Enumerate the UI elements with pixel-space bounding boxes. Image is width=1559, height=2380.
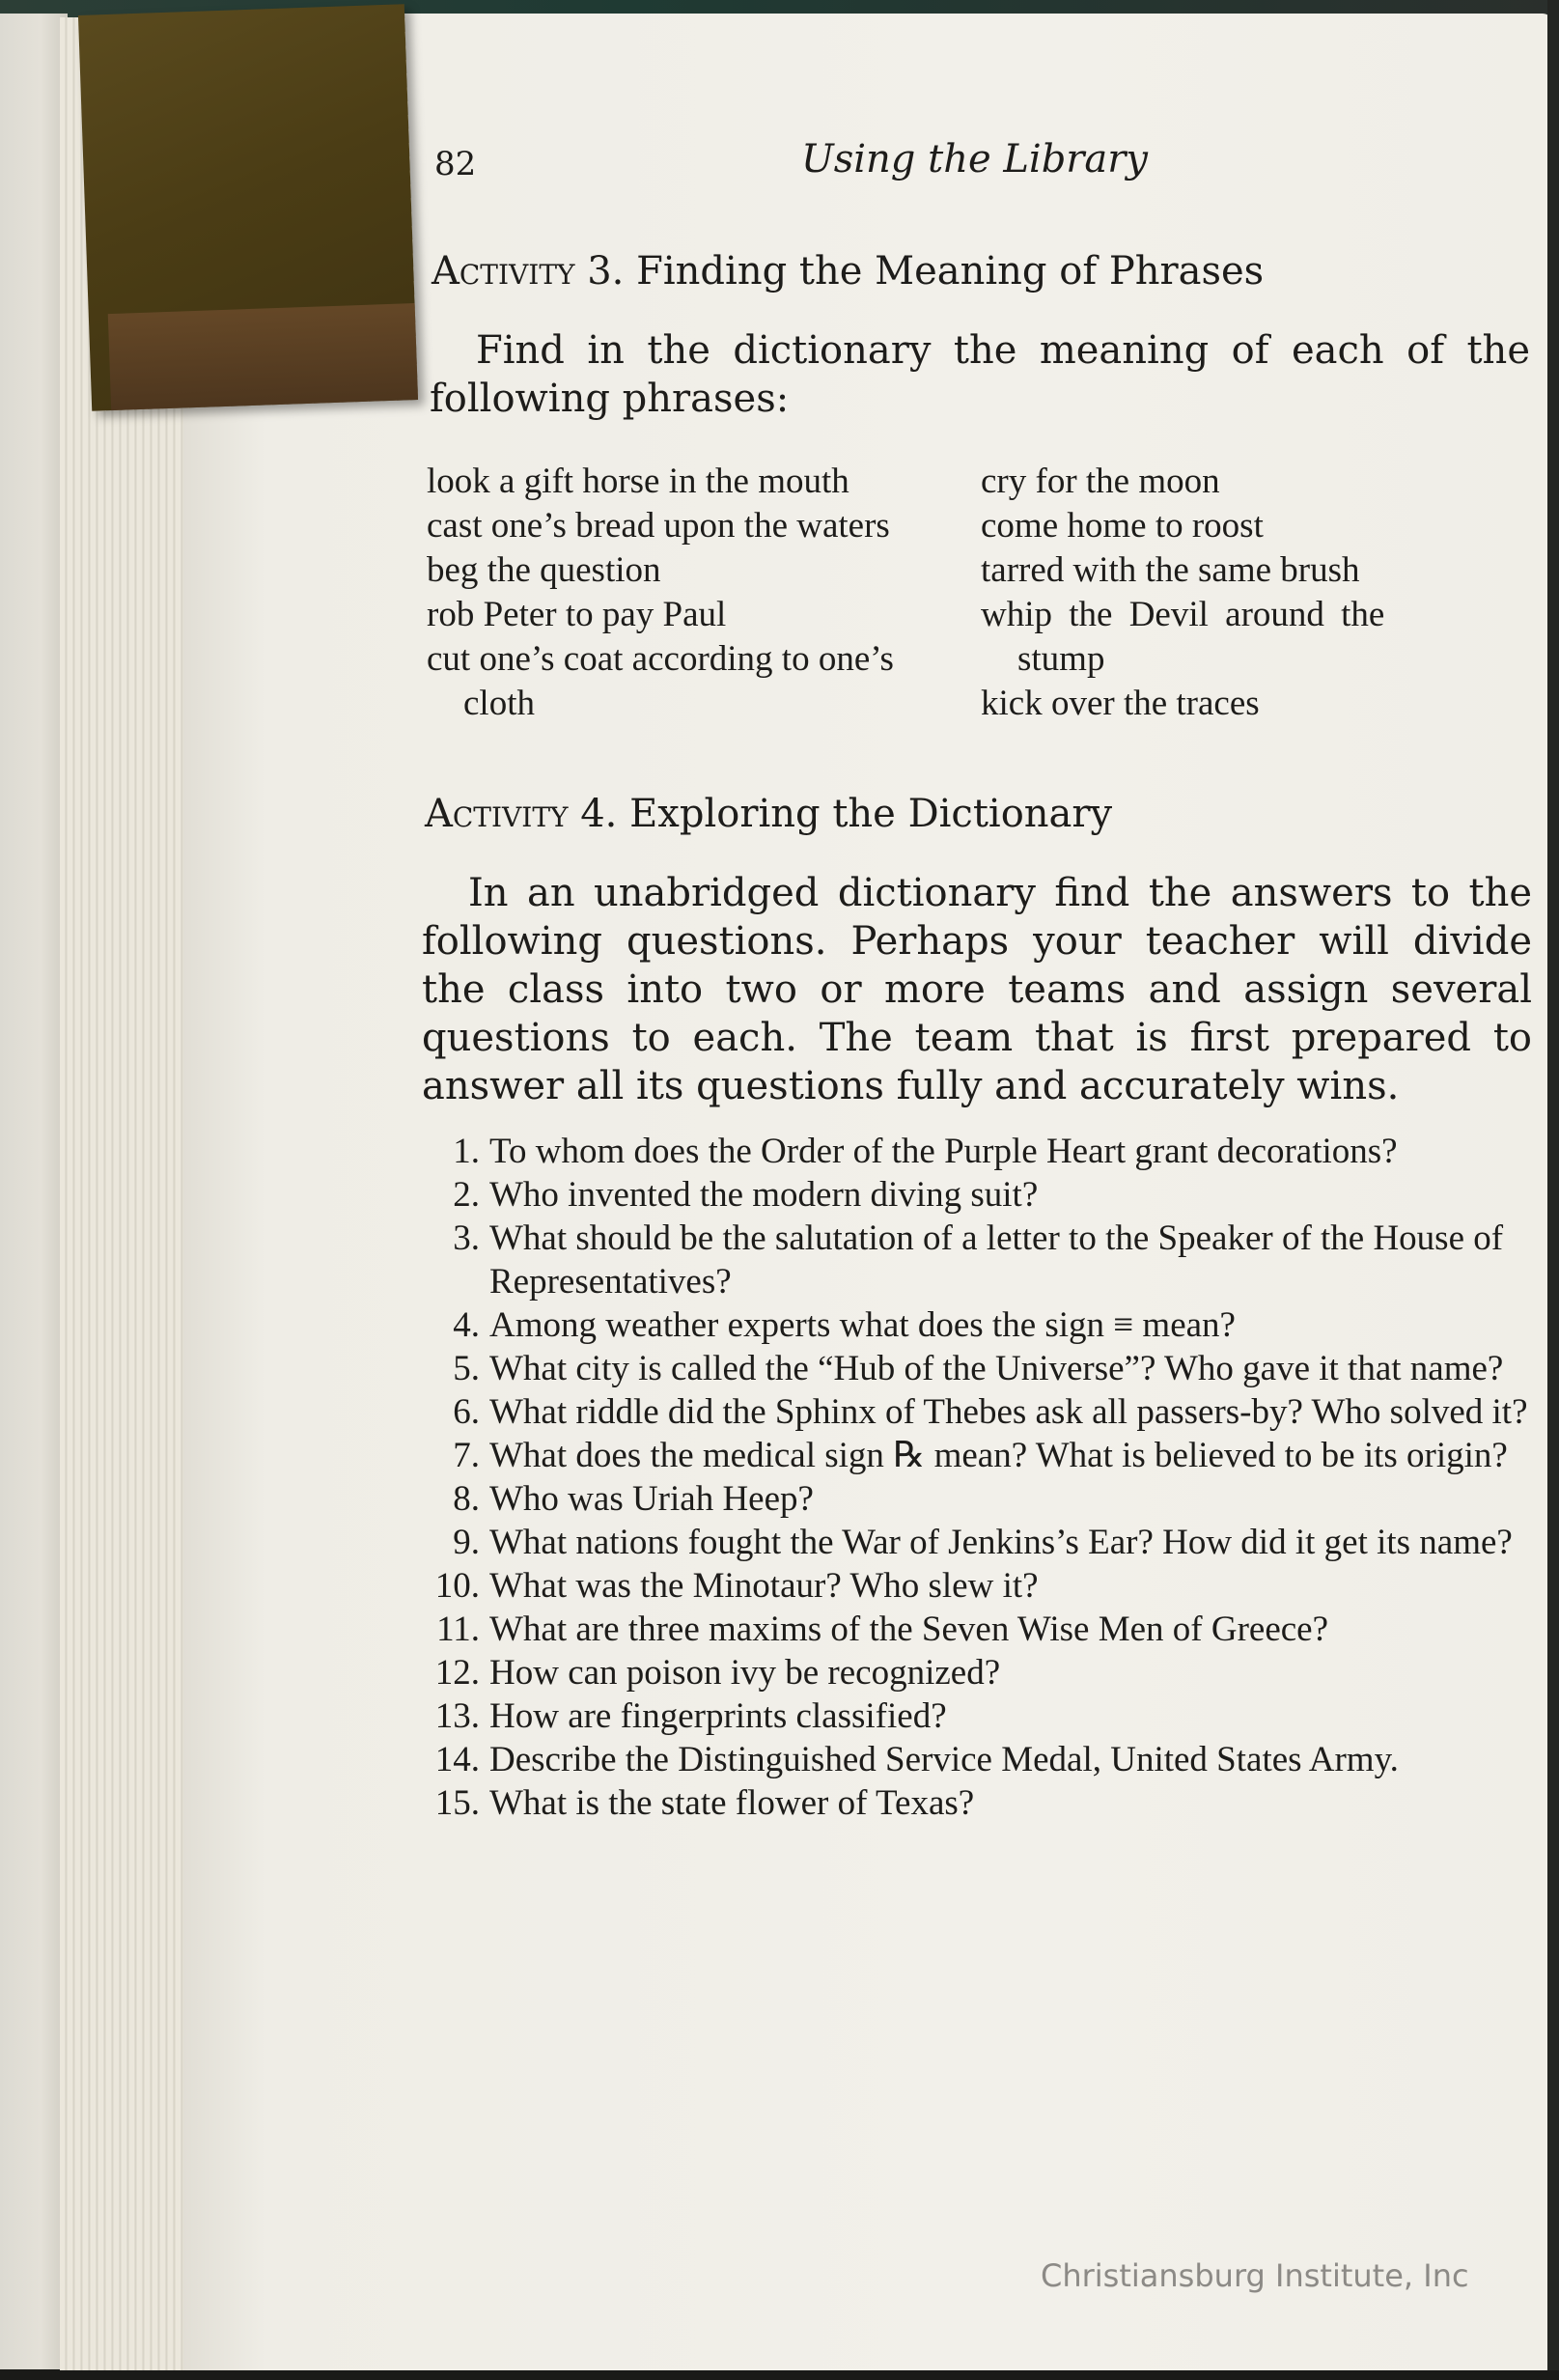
question-item [410, 1521, 1530, 1564]
question-number: 3. [453, 1218, 480, 1258]
question-number: 7. [453, 1436, 480, 1475]
phrase: cast one’s bread upon the waters [427, 506, 890, 546]
question-item [410, 1390, 1530, 1434]
phrase: tarred with the same brush [981, 550, 1360, 590]
question-text: Among weather experts what does the sign ≡ mean? [489, 1305, 1236, 1345]
activity3-label: Activity [432, 249, 575, 294]
phrase: whip the Devil around the [981, 595, 1385, 634]
running-head: Using the Library [801, 137, 1148, 182]
question-text: Describe the Distinguished Service Medal, United States Army. [489, 1740, 1399, 1779]
question-text: Who invented the modern diving suit? [489, 1175, 1039, 1215]
question-item [410, 1347, 1530, 1390]
question-text: What does the medical sign ℞ mean? What is believed to be its origin? [489, 1436, 1508, 1475]
question-item [410, 1564, 1530, 1608]
question-text: What city is called the “Hub of the Universe”? Who gave it that name? [489, 1349, 1504, 1388]
question-text: How are fingerprints classified? [489, 1696, 947, 1736]
question-number: 5. [453, 1349, 480, 1388]
phrase: look a gift horse in the mouth [427, 462, 849, 501]
question-text: How can poison ivy be recognized? [489, 1653, 1001, 1693]
question-item [410, 1738, 1530, 1781]
activity3-instructions [430, 326, 1530, 423]
question-text: Who was Uriah Heep? [489, 1479, 814, 1519]
question-number: 12. [434, 1653, 480, 1693]
facing-page-edge [0, 14, 68, 2369]
question-item [410, 1651, 1530, 1694]
activity4-number: 4. [580, 792, 618, 836]
phrase: cut one’s coat according to one’s [427, 639, 894, 679]
question-text: What are three maxims of the Seven Wise Men of Greece? [489, 1610, 1329, 1649]
question-item [410, 1477, 1530, 1521]
question-list [410, 1130, 1530, 1825]
bottom-background [0, 2370, 1559, 2380]
question-number: 1. [453, 1132, 480, 1171]
activity3-heading [432, 249, 1264, 294]
question-item [410, 1130, 1530, 1173]
activity4-instructions [422, 869, 1532, 1110]
activity4-title: Exploring the Dictionary [629, 792, 1113, 836]
phrase: rob Peter to pay Paul [427, 595, 727, 634]
activity4-label: Activity [425, 792, 569, 836]
question-number: 10. [434, 1566, 480, 1606]
activity3-title: Finding the Meaning of Phrases [636, 249, 1265, 294]
phrases-right-column [981, 460, 1529, 726]
activity4-instructions-text: In an unabridged dictionary find the answers to the following questions. Perhaps your teacher will divide the class into two or more teams and assign several questions to each. The team that is first prepared to answer all its questions fully and accurately wins. [422, 871, 1532, 1108]
question-text: What is the state flower of Texas? [489, 1783, 975, 1823]
phrase: cry for the moon [981, 462, 1220, 501]
phrase: kick over the traces [981, 684, 1260, 723]
question-item [410, 1173, 1530, 1217]
question-number: 13. [434, 1696, 480, 1736]
question-item [410, 1217, 1530, 1303]
question-text: To whom does the Order of the Purple Heart grant decorations? [489, 1132, 1398, 1171]
question-item [410, 1303, 1530, 1347]
activity3-instructions-text: Find in the dictionary the meaning of each of the following phrases: [430, 328, 1530, 421]
question-item [410, 1694, 1530, 1738]
question-number: 14. [434, 1740, 480, 1779]
phrase: beg the question [427, 550, 661, 590]
phrases-left-column [427, 460, 967, 726]
activity4-heading [425, 792, 1112, 836]
question-number: 6. [453, 1392, 480, 1432]
question-item [410, 1781, 1530, 1825]
question-number: 11. [436, 1610, 480, 1649]
bookmark [78, 4, 418, 411]
question-text: What riddle did the Sphinx of Thebes ask all passers-by? Who solved it? [489, 1392, 1528, 1432]
question-number: 2. [453, 1175, 480, 1215]
page-number: 82 [434, 145, 477, 183]
phrase: come home to roost [981, 506, 1264, 546]
question-text: What should be the salutation of a letter to the Speaker of the House of Representatives? [489, 1218, 1504, 1302]
watermark: Christiansburg Institute, Inc [1041, 2257, 1469, 2294]
question-number: 15. [434, 1783, 480, 1823]
question-number: 4. [453, 1305, 480, 1345]
phrase-continuation: cloth [463, 684, 535, 723]
question-number: 8. [453, 1479, 480, 1519]
activity3-number: 3. [587, 249, 625, 294]
right-background [1547, 0, 1559, 2380]
question-text: What was the Minotaur? Who slew it? [489, 1566, 1039, 1606]
question-text: What nations fought the War of Jenkins’s Ear? How did it get its name? [489, 1523, 1513, 1562]
phrase-continuation: stump [1017, 639, 1105, 679]
question-number: 9. [453, 1523, 480, 1562]
question-item [410, 1608, 1530, 1651]
question-item [410, 1434, 1530, 1477]
